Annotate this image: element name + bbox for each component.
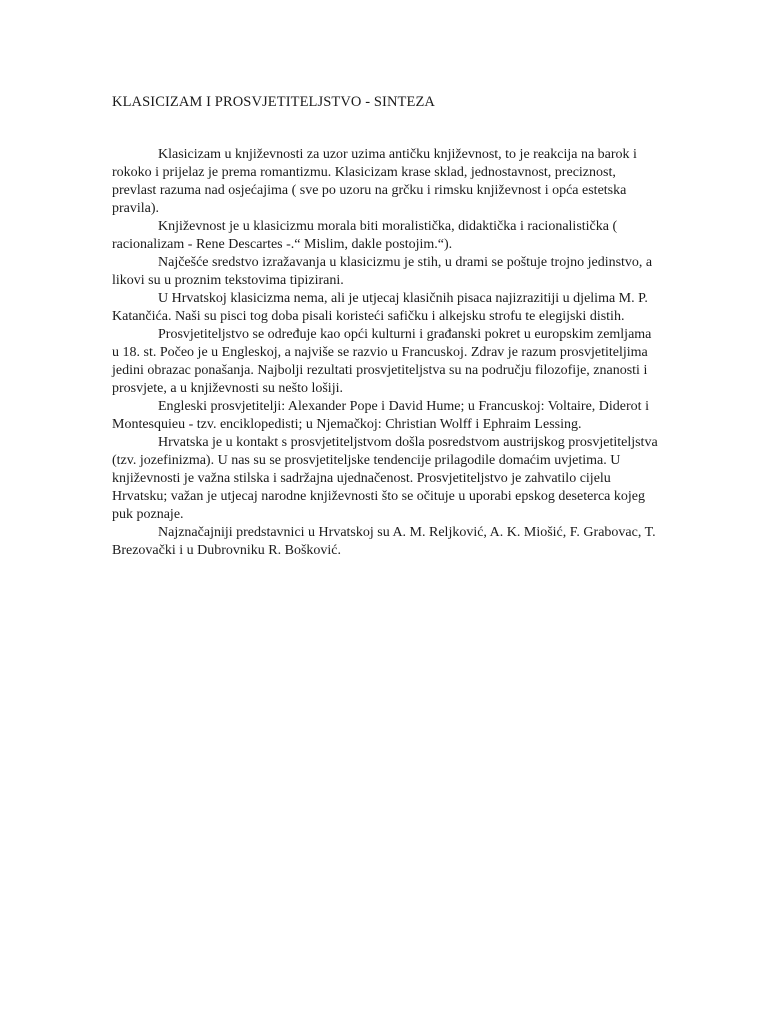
paragraph-klasicizam-intro: Klasicizam u književnosti za uzor uzima antičku književnost, to je reakcija na barok i rokoko i prijelaz je prema romantizmu. Klasicizam krase sklad, jednostavnost, preciznost, prevlast razuma nad osjećajima ( sve po uzoru na grčku i rimsku književnost i opća estetska pravila). bbox=[112, 147, 637, 216]
document-body bbox=[112, 146, 660, 560]
paragraph-prosvjetitelji: Engleski prosvjetitelji: Alexander Pope i David Hume; u Francuskoj: Voltaire, Diderot i Montesquieu - tzv. enciklopedisti; u Njemačkoj: Christian Wolff i Ephraim Lessing. bbox=[112, 399, 649, 432]
paragraph-hrvatsko-prosvjetiteljstvo: Hrvatska je u kontakt s prosvjetiteljstvom došla posredstvom austrijskog prosvjetiteljstva (tzv. jozefinizma). U nas su se prosvjetiteljske tendencije prilagodile domaćim uvjetima. U književnosti je važna stilska i sadržajna ujednačenost. Prosvjetiteljstvo je zahvatilo cijelu Hrvatsku; važan je utjecaj narodne književnosti što se očituje u uporabi epskog deseterca kojeg puk poznaje. bbox=[112, 435, 658, 522]
paragraph-prosvjetiteljstvo-intro: Prosvjetiteljstvo se određuje kao opći kulturni i građanski pokret u europskim zemljama u 18. st. Počeo je u Engleskoj, a najviše se razvio u Francuskoj. Zdrav je razum prosvjetiteljima jedini obrazac ponašanja. Najbolji rezultati prosvjetiteljstva su na području filozofije, znanosti i prosvjete, a u književnosti su nešto lošiji. bbox=[112, 327, 652, 396]
paragraph-hrvatski-klasicizam: U Hrvatskoj klasicizma nema, ali je utjecaj klasičnih pisaca najizrazitiji u djelima M. P. Katančića. Naši su pisci tog doba pisali koristeći safičku i alkejsku strofu te elegijski distih. bbox=[112, 291, 648, 324]
paragraph-knjizevnost-klasicizma: Književnost je u klasicizmu morala biti moralistička, didaktička i racionalistička ( racionalizam - Rene Descartes -.“ Mislim, dakle postojim.“). bbox=[112, 219, 618, 252]
document-title: KLASICIZAM I PROSVJETITELJSTVO - SINTEZA bbox=[112, 94, 435, 110]
paragraph-sredstvo-izrazavanja: Najčešće sredstvo izražavanja u klasicizmu je stih, u drami se poštuje trojno jedinstvo, a likovi su u proznim tekstovima tipizirani. bbox=[112, 255, 653, 288]
paragraph-predstavnici: Najznačajniji predstavnici u Hrvatskoj su A. M. Reljković, A. K. Miošić, F. Grabovac, T. Brezovački i u Dubrovniku R. Bošković. bbox=[112, 525, 656, 558]
